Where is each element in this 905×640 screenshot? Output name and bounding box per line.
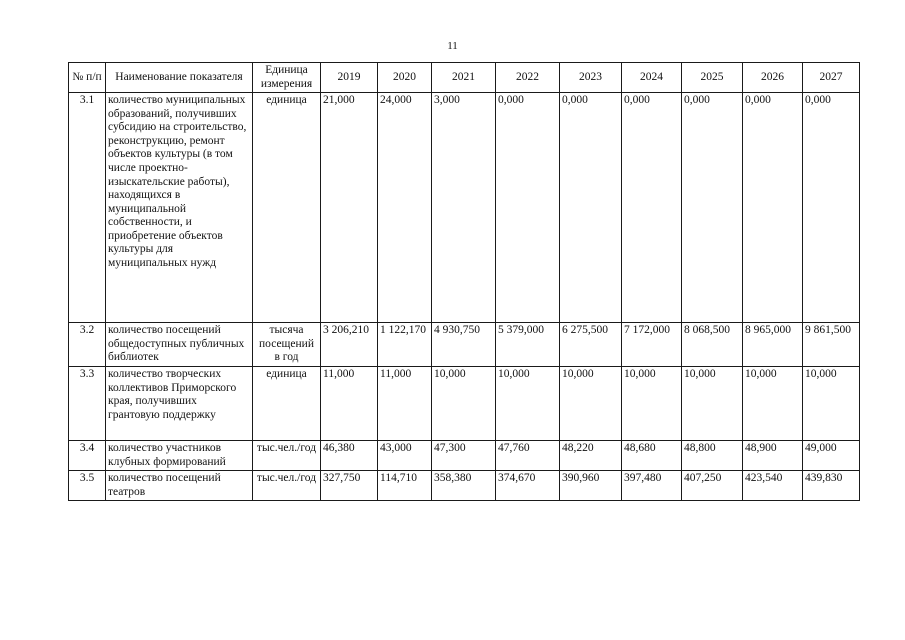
unit-cell: единица	[253, 367, 321, 441]
value-cell: 0,000	[682, 93, 743, 323]
row-number: 3.3	[69, 367, 106, 441]
header-cell-year: 2022	[496, 63, 560, 93]
value-cell: 8 965,000	[743, 323, 803, 367]
header-cell-year: 2025	[682, 63, 743, 93]
header-row	[69, 63, 860, 93]
value-cell: 7 172,000	[622, 323, 682, 367]
value-cell: 0,000	[743, 93, 803, 323]
header-cell-name: Наименование показателя	[106, 63, 253, 93]
value-cell: 11,000	[321, 367, 378, 441]
value-cell: 10,000	[743, 367, 803, 441]
value-cell: 48,680	[622, 441, 682, 471]
header-cell-year: 2026	[743, 63, 803, 93]
unit-cell: тысяча посещений в год	[253, 323, 321, 367]
value-cell: 49,000	[803, 441, 860, 471]
value-cell: 10,000	[560, 367, 622, 441]
value-cell: 9 861,500	[803, 323, 860, 367]
value-cell: 10,000	[432, 367, 496, 441]
indicator-name: количество посещений общедоступных публичных библиотек	[106, 323, 253, 367]
header-cell-year: 2019	[321, 63, 378, 93]
table-row	[69, 367, 860, 441]
table-row	[69, 323, 860, 367]
header-cell-year: 2027	[803, 63, 860, 93]
header-cell-year: 2023	[560, 63, 622, 93]
value-cell: 10,000	[496, 367, 560, 441]
table-row	[69, 471, 860, 501]
value-cell: 439,830	[803, 471, 860, 501]
row-number: 3.2	[69, 323, 106, 367]
value-cell: 0,000	[496, 93, 560, 323]
value-cell: 397,480	[622, 471, 682, 501]
header-cell-year: 2021	[432, 63, 496, 93]
value-cell: 11,000	[378, 367, 432, 441]
value-cell: 47,300	[432, 441, 496, 471]
header-cell-year: 2020	[378, 63, 432, 93]
value-cell: 1 122,170	[378, 323, 432, 367]
indicator-name: количество муниципальных образований, получивших субсидию на строительство, реконструкцию, ремонт объектов культуры (в том числе проектно-изыскательские работы), находящихся в муниципальной собственности, и приобретение объектов культуры для муниципальных нужд	[106, 93, 253, 323]
value-cell: 24,000	[378, 93, 432, 323]
value-cell: 114,710	[378, 471, 432, 501]
unit-cell: единица	[253, 93, 321, 323]
table-row	[69, 441, 860, 471]
value-cell: 374,670	[496, 471, 560, 501]
value-cell: 327,750	[321, 471, 378, 501]
value-cell: 423,540	[743, 471, 803, 501]
value-cell: 6 275,500	[560, 323, 622, 367]
value-cell: 47,760	[496, 441, 560, 471]
header-cell-unit: Единица измерения	[253, 63, 321, 93]
indicator-name: количество посещений театров	[106, 471, 253, 501]
value-cell: 3,000	[432, 93, 496, 323]
row-number: 3.1	[69, 93, 106, 323]
value-cell: 0,000	[803, 93, 860, 323]
unit-cell: тыс.чел./год	[253, 441, 321, 471]
value-cell: 5 379,000	[496, 323, 560, 367]
value-cell: 0,000	[622, 93, 682, 323]
indicators-table	[68, 62, 860, 501]
value-cell: 48,900	[743, 441, 803, 471]
row-number: 3.4	[69, 441, 106, 471]
value-cell: 46,380	[321, 441, 378, 471]
indicator-name: количество творческих коллективов Приморского края, получивших грантовую поддержку	[106, 367, 253, 441]
row-number: 3.5	[69, 471, 106, 501]
value-cell: 10,000	[803, 367, 860, 441]
value-cell: 43,000	[378, 441, 432, 471]
value-cell: 21,000	[321, 93, 378, 323]
indicator-name: количество участников клубных формирований	[106, 441, 253, 471]
value-cell: 10,000	[682, 367, 743, 441]
value-cell: 407,250	[682, 471, 743, 501]
value-cell: 3 206,210	[321, 323, 378, 367]
value-cell: 390,960	[560, 471, 622, 501]
table-row	[69, 93, 860, 323]
value-cell: 4 930,750	[432, 323, 496, 367]
header-cell-number: № п/п	[69, 63, 106, 93]
value-cell: 0,000	[560, 93, 622, 323]
page-number: 11	[447, 40, 458, 52]
value-cell: 10,000	[622, 367, 682, 441]
header-cell-year: 2024	[622, 63, 682, 93]
value-cell: 48,800	[682, 441, 743, 471]
value-cell: 48,220	[560, 441, 622, 471]
value-cell: 8 068,500	[682, 323, 743, 367]
unit-cell: тыс.чел./год	[253, 471, 321, 501]
value-cell: 358,380	[432, 471, 496, 501]
